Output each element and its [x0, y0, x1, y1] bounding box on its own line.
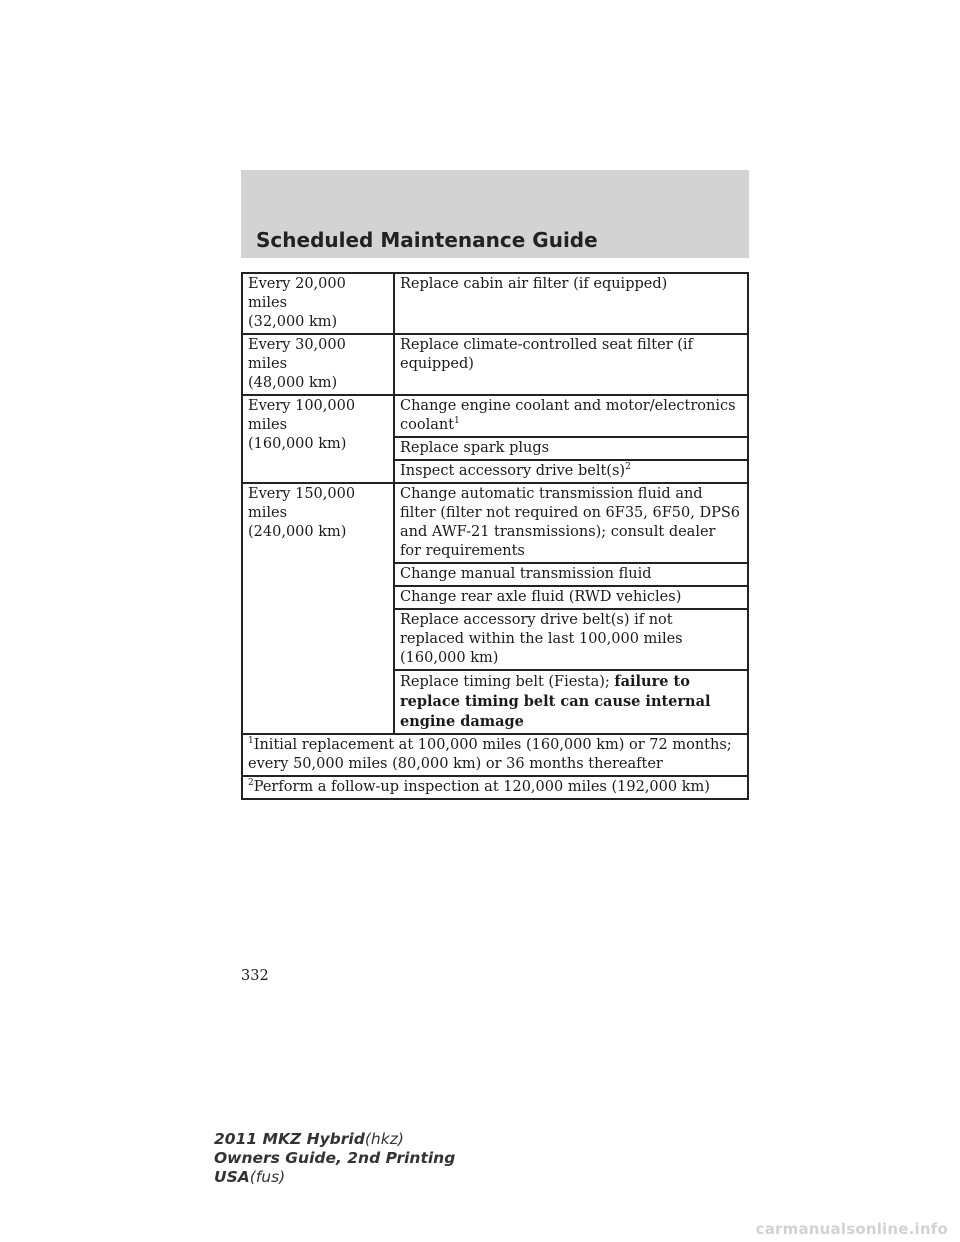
footer-line-3: USA(fus) — [214, 1168, 286, 1186]
task-cell: Replace accessory drive belt(s) if not replaced within the last 100,000 miles (160,000 km) — [394, 609, 748, 670]
interval-cell: Every 30,000 miles (48,000 km) — [242, 334, 394, 395]
task-cell: Inspect accessory drive $belt(s)^2$ — [394, 460, 748, 483]
task-cell: Change manual transmission fluid — [394, 563, 748, 586]
task-cell: Change rear axle fluid (RWD vehicles) — [394, 586, 748, 609]
footnote-row — [242, 776, 748, 799]
footer-line-2: Owners Guide, 2nd Printing — [214, 1149, 456, 1167]
footnote-marker: 1 — [248, 736, 254, 747]
document-footer — [214, 1130, 455, 1187]
footnote-cell: $^2$Perform a follow-up inspection at 120,000 miles (192,000 km) — [242, 776, 748, 799]
warning-text: failure to replace timing belt can cause internal engine damage — [400, 673, 711, 730]
interval-cell: Every 150,000 miles (240,000 km) — [242, 483, 394, 734]
footer-line-1: 2011 MKZ Hybrid(hkz) — [214, 1130, 404, 1148]
footnote-marker: 2 — [625, 462, 631, 473]
interval-cell: Every 100,000 miles (160,000 km) — [242, 395, 394, 483]
table-row — [242, 273, 748, 334]
interval-cell: Every 20,000 miles (32,000 km) — [242, 273, 394, 334]
task-cell: Change engine coolant and motor/electronics coolant$^1$ — [394, 395, 748, 437]
footnote-cell: $^1$Initial replacement at 100,000 miles (160,000 km) or 72 months; every 50,000 miles (80,000 km) or 36 months thereafter — [242, 734, 748, 776]
task-cell: Change automatic transmission fluid and filter (filter not required on 6F35, 6F50, DPS6 and AWF-21 transmissions); consult dealer for requirements — [394, 483, 748, 563]
table-row — [242, 395, 748, 437]
task-cell: Replace cabin air filter (if equipped) — [394, 273, 748, 334]
footnote-marker: 2 — [248, 778, 254, 789]
task-cell: Replace timing belt (Fiesta); failure to replace timing belt can cause internal engine damage — [394, 670, 748, 734]
table-row — [242, 483, 748, 563]
task-cell: Replace climate-controlled seat filter (if equipped) — [394, 334, 748, 395]
task-cell: Replace spark plugs — [394, 437, 748, 460]
page-number: 332 — [241, 968, 269, 984]
footnote-row — [242, 734, 748, 776]
watermark: carmanualsonline.info — [755, 1220, 948, 1238]
table-row — [242, 334, 748, 395]
section-title: Scheduled Maintenance Guide — [256, 228, 598, 252]
footnote-marker: 1 — [454, 416, 460, 427]
maintenance-table — [241, 272, 749, 800]
